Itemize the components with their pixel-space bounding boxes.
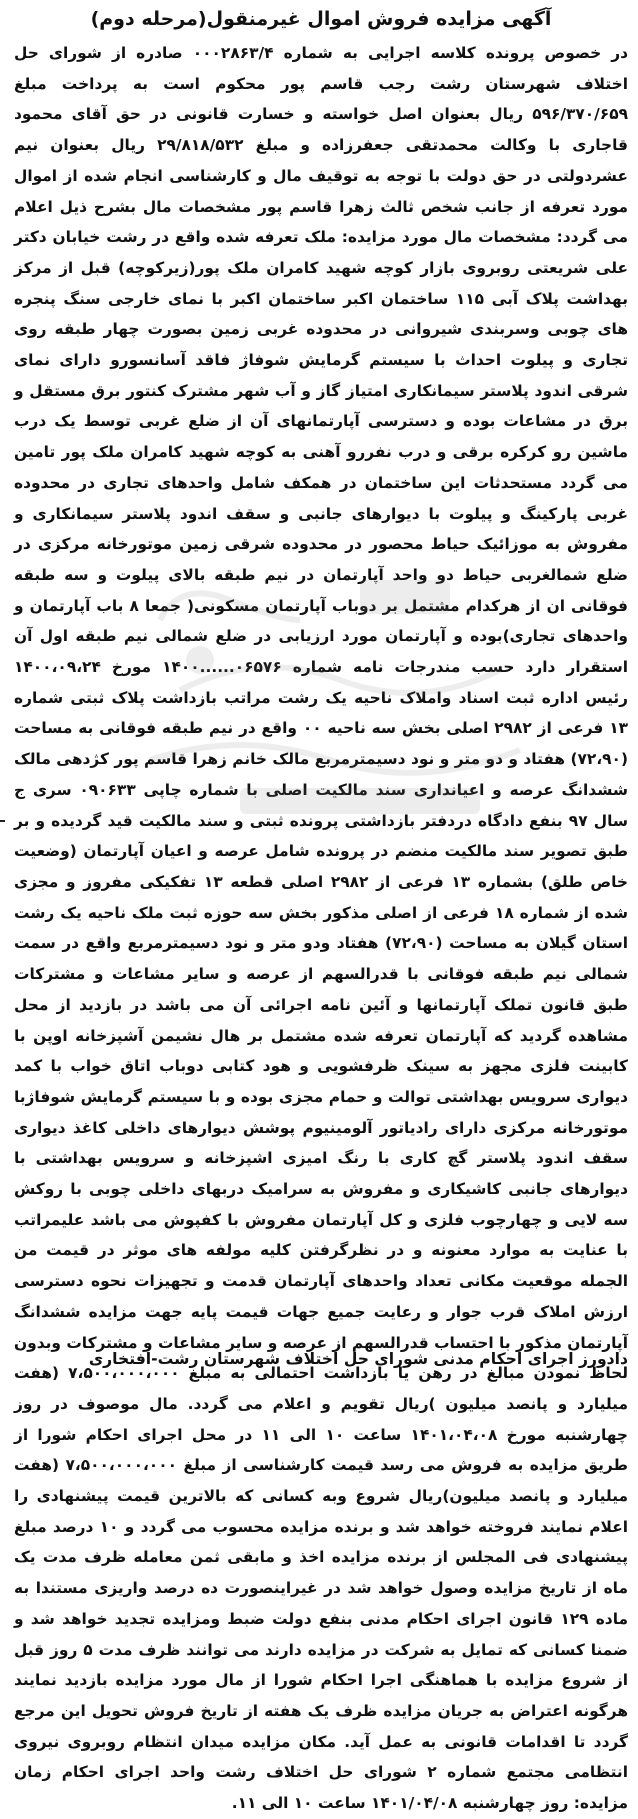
notice-signature: دادورز اجرای احکام مدنی شورای حل اختلاف شهرستان رشت-افتخاری xyxy=(88,1350,628,1368)
notice-title: آگهی مزایده فروش اموال غیرمنقول(مرحله دوم) xyxy=(90,8,552,30)
notice-text: در خصوص پرونده کلاسه اجرایی به شماره ۰۰۰۲۸۶۳/۴ صادره از شورای حل اختلاف شهرستان رشت رجب قاسم پور محکوم است به پرداخت مبلغ ۵۹۶/۳۷۰/۶۵۹ ریال بعنوان اصل خواسته و خسارت قانونی در حق آقای محمود قاجاری با وکالت محمدتقی جعفرزاده و مبلغ ۲۹/۸۱۸/۵۳۲ ریال بعنوان نیم عشردولتی در حق دولت با توجه به توقیف مال و کارشناسی انجام شده از اموال مورد تعرفه از جانب شخص ثالث زهرا قاسم پور مشخصات مال بشرح ذیل اعلام می گردد: مشخصات مال مورد مزایده: ملک تعرفه شده واقع در رشت خیابان دکتر علی شریعتی روبروی بازار کوچه شهید کامران ملک پور(زیرکوچه) قبل از مرکز بهداشت پلاک آبی ۱۱۵ ساختمان اکبر ساختمان اکبر با نمای خارجی سنگ پنجره های چوبی وسربندی شیروانی در محدوده غربی زمین بصورت چهار طبقه روی تجاری و پیلوت احداث با سیستم گرمایش شوفاژ فاقد آسانسورو دارای نمای شرقی اندود پلاستر سیمانکاری امتیاز گاز و آب شهر مشترک کنتور برق مستقل و برق در مشاعات بوده و دسترسی آپارتمانهای آن از ضلع غربی توسط یک درب ماشین رو کرکره برقی و درب نفررو آهنی به کوچه شهید کامران ملک پور تامین می گردد مستحدثات این ساختمان در همکف شامل واحدهای تجاری در محدوده غربی پارکینگ و پیلوت با دیوارهای جانبی و سقف اندود پلاستر سیمانکاری و مفروش به موزائیک حیاط محصور در محدوده شرقی زمین موتورخانه مرکزی در ضلع شمالغربی حیاط دو واحد آپارتمان در نیم طبقه بالای پیلوت و سه طبقه فوقانی ان از هرکدام مشتمل بر دوباب آپارتمان مسکونی( جمعا ۸ باب آپارتمان و واحدهای تجاری)بوده و آپارتمان مورد ارزیابی در ضلع شمالی نیم طبقه اول آن استقرار دارد حسب مندرجات نامه شماره ۰۶۵۷۶......۱۴۰۰ مورخ ۱۴۰۰،۰۹،۲۴ رئیس اداره ثبت اسناد واملاک ناحیه یک رشت مراتب بازداشت پلاک ثبتی شماره ۱۳ فرعی از ۲۹۸۲ اصلی بخش سه ناحیه ۰۰ واقع در نیم طبقه فوقانی به مساحت (۷۲،۹۰) هفتاد و دو متر و نود دسیمترمربع مالک خانم زهرا قاسم پور کژدهی مالک ششدانگ عرصه و اعیانداری سند مالکیت اصلی با شماره چاپی ۰۹۰۶۳۳ سری ج سال ۹۷ بنفع دادگاه دردفتر بازداشتی پرونده ثبتی و سند مالکیت قید گردیده و بر طبق تصویر سند مالکیت منضم در پرونده شامل عرصه و اعیان آپارتمان (وضعیت خاص طلق) بشماره ۱۳ فرعی از ۲۹۸۲ اصلی قطعه ۱۳ تفکیکی مفروز و مجزی شده از شماره ۱۸ فرعی از اصلی مذکور بخش سه حوزه ثبت ملک ناحیه یک رشت استان گیلان به مساحت (۷۲،۹۰) هفتاد ودو متر و نود دسیمترمربع واقع در سمت شمالی نیم طبقه فوقانی با قدرالسهم از عرصه و سایر مشاعات و مشترکات طبق قانون تملک آپارتمانها و آئین نامه اجرائی آن می باشد در بازدید از محل مشاهده گردید که آپارتمان تعرفه شده مشتمل بر هال نشیمن آشپزخانه اوپن با کابینت فلزی مجهز به سینک ظرفشویی و هود کتابی دوباب اتاق خواب با کمد دیواری سرویس بهداشتی توالت و حمام مجزی بوده و با سیستم گرمایش شوفاژبا موتورخانه مرکزی دارای رادیاتور آلومینیوم پوشش دیوارهای داخلی کاغذ دیواری سقف اندود پلاستر گچ کاری با رنگ امیزی اشپزخانه و سرویس بهداشتی با دیوارهای جانبی کاشیکاری و مفروش به سرامیک دربهای داخلی چوبی با روکش سه لایی و چهارچوب فلزی و کل آپارتمان مفروش با کفپوش می باشد علیمراتب با عنایت به موارد معنونه و در نظرگرفتن کلیه مولفه های موثر در قیمت من الجمله موقعیت مکانی تعداد واحدهای آپارتمان قدمت و تجهیزات نحوه دسترسی ارزش املاک قرب جوار و رعایت جمیع جهات قیمت پایه جهت مزایده ششدانگ آپارتمان مذکور با احتساب قدرالسهم از عرصه و سایر مشاعات و مشترکات وبدون لحاظ نمودن مبالغ در رهن یا بازداشت احتمالی به مبلغ ۷،۵۰۰،۰۰۰،۰۰۰ (هفت میلیارد و پانصد میلیون )ریال تقویم و اعلام می گردد. مال موصوف در روز چهارشنبه مورخ ۱۴۰۱،۰۴،۰۸ ساعت ۱۰ الی ۱۱ در محل اجرای احکام شورا از طریق مزایده به فروش می رسد قیمت کارشناسی از مبلغ ۷،۵۰۰،۰۰۰،۰۰۰ (هفت میلیارد و پانصد میلیون)ریال شروع وبه کسانی که بالاترین قیمت پیشنهادی را اعلام نمایند فروخته خواهد شد و برنده مزایده محسوب می گردد و ۱۰ درصد مبلغ پیشنهادی فی المجلس از برنده مزایده اخذ و مابقی ثمن معامله ظرف مدت یک ماه از تاریخ مزایده وصول خواهد شد در غیراینصورت ده درصد واریزی مستندا به ماده ۱۲۹ قانون اجرای احکام مدنی بنفع دولت ضبط ومزایده تجدید خواهد شد و ضمنا کسانی که تمایل به شرکت در مزایده دارند می توانند ظرف مدت ۵ روز قبل از شروع مزایده با هماهنگی اجرا احکام شورا از مال مورد مزایده بازدید نمایند هرگونه اعتراض به جریان مزایده ظرف یک هفته از تاریخ فروش تحویل این مرجع گردد تا اقدامات قانونی به عمل آید. مکان مزایده میدان انتظام روبروی نیروی انتظامی مجتمع شماره ۲ شورای حل اختلاف رشت واحد اجرای احکام زمان مزایده: روز چهارشنبه ۱۴۰۱/۰۴/۰۸ ساعت ۱۰ الی ۱۱. xyxy=(14,44,629,1813)
auction-notice xyxy=(14,0,629,1813)
notice-body xyxy=(14,38,628,1819)
margin-mark xyxy=(0,820,5,822)
